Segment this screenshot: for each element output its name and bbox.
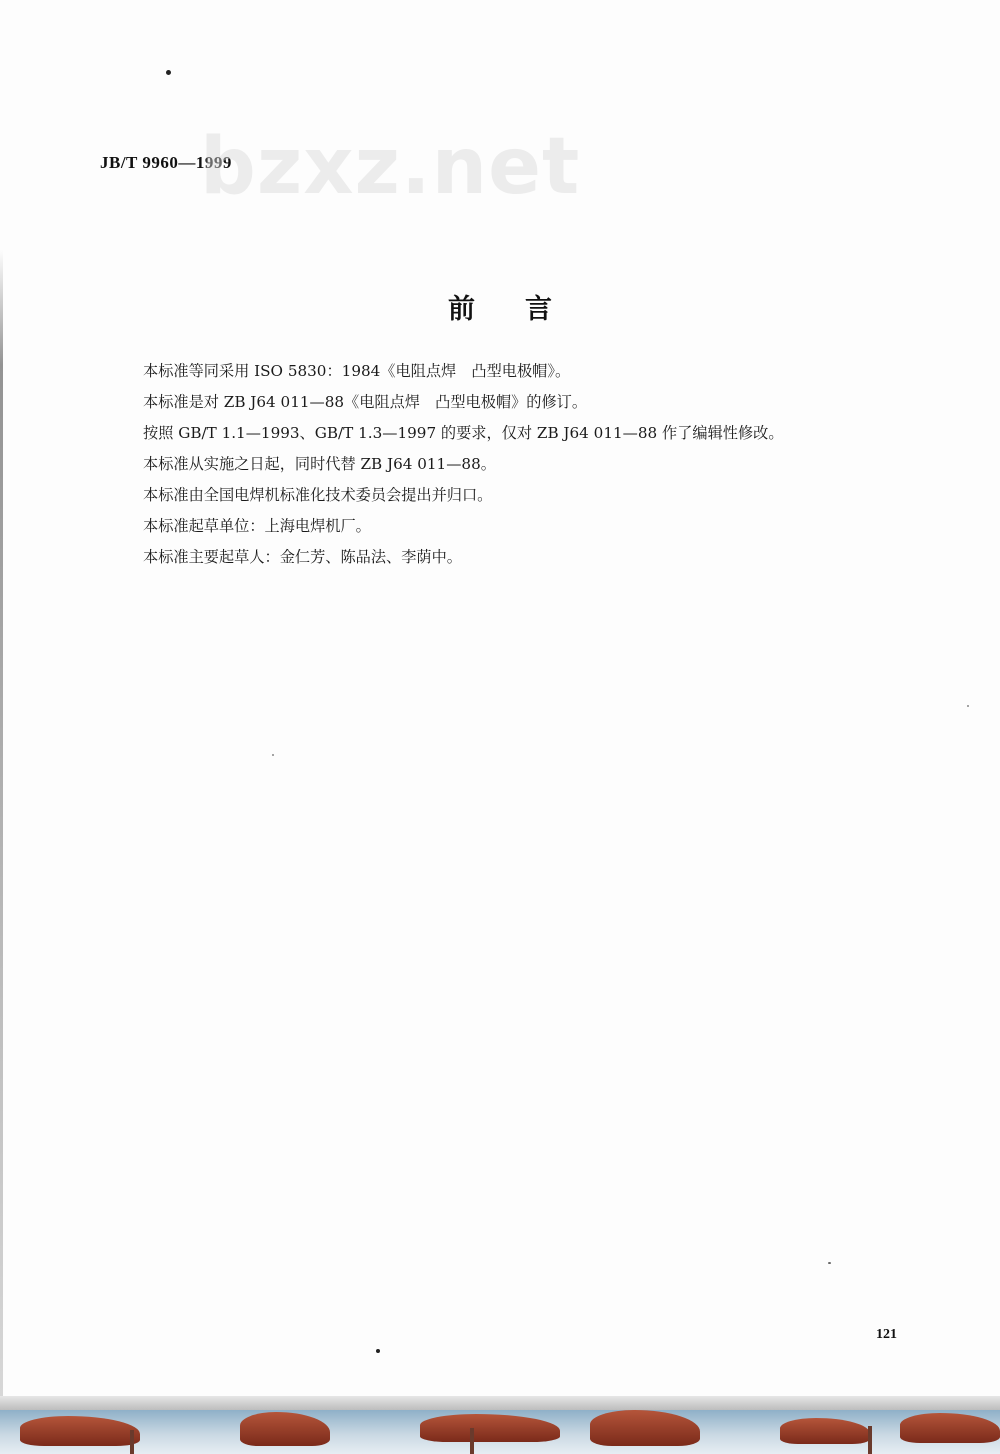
page-title (0, 287, 1000, 326)
flamingo-shape (590, 1410, 700, 1446)
background-photo-strip (0, 1410, 1000, 1454)
flamingo-leg (868, 1426, 872, 1454)
title-char-2: 言 (525, 294, 552, 325)
standard-number: JB/T 9960—1999 (100, 153, 232, 172)
watermark: bzxz.net (200, 122, 581, 212)
scan-speck (828, 1262, 831, 1264)
preface-line: 本标准等同采用 ISO 5830：1984《电阻点焊 凸型电极帽》。 (143, 362, 571, 380)
flamingo-leg (130, 1430, 134, 1454)
flamingo-shape (20, 1416, 140, 1446)
preface-line: 本标准是对 ZB J64 011—88《电阻点焊 凸型电极帽》的修订。 (143, 393, 588, 411)
preface-line: 本标准起草单位：上海电焊机厂。 (143, 517, 371, 535)
preface-line: 本标准从实施之日起，同时代替 ZB J64 011—88。 (143, 455, 496, 473)
flamingo-shape (240, 1412, 330, 1446)
flamingo-shape (900, 1413, 1000, 1443)
scan-speck (272, 754, 274, 756)
preface-line: 本标准主要起草人：金仁芳、陈品法、李荫中。 (143, 548, 462, 566)
page-number: 121 (876, 1327, 897, 1342)
scan-edge-shadow (0, 250, 3, 1400)
flamingo-shape (420, 1414, 560, 1442)
preface-body (143, 356, 784, 573)
viewer-bottom-bar (0, 1396, 1000, 1410)
preface-line: 按照 GB/T 1.1—1993、GB/T 1.3—1997 的要求，仅对 ZB J64 011—88 作了编辑性修改。 (143, 424, 784, 442)
scan-speck (376, 1349, 380, 1353)
preface-line: 本标准由全国电焊机标准化技术委员会提出并归口。 (143, 486, 493, 504)
flamingo-shape (780, 1418, 870, 1444)
title-char-1: 前 (448, 294, 475, 325)
flamingo-leg (470, 1428, 474, 1454)
scan-speck (166, 70, 171, 75)
scan-speck (967, 705, 969, 707)
